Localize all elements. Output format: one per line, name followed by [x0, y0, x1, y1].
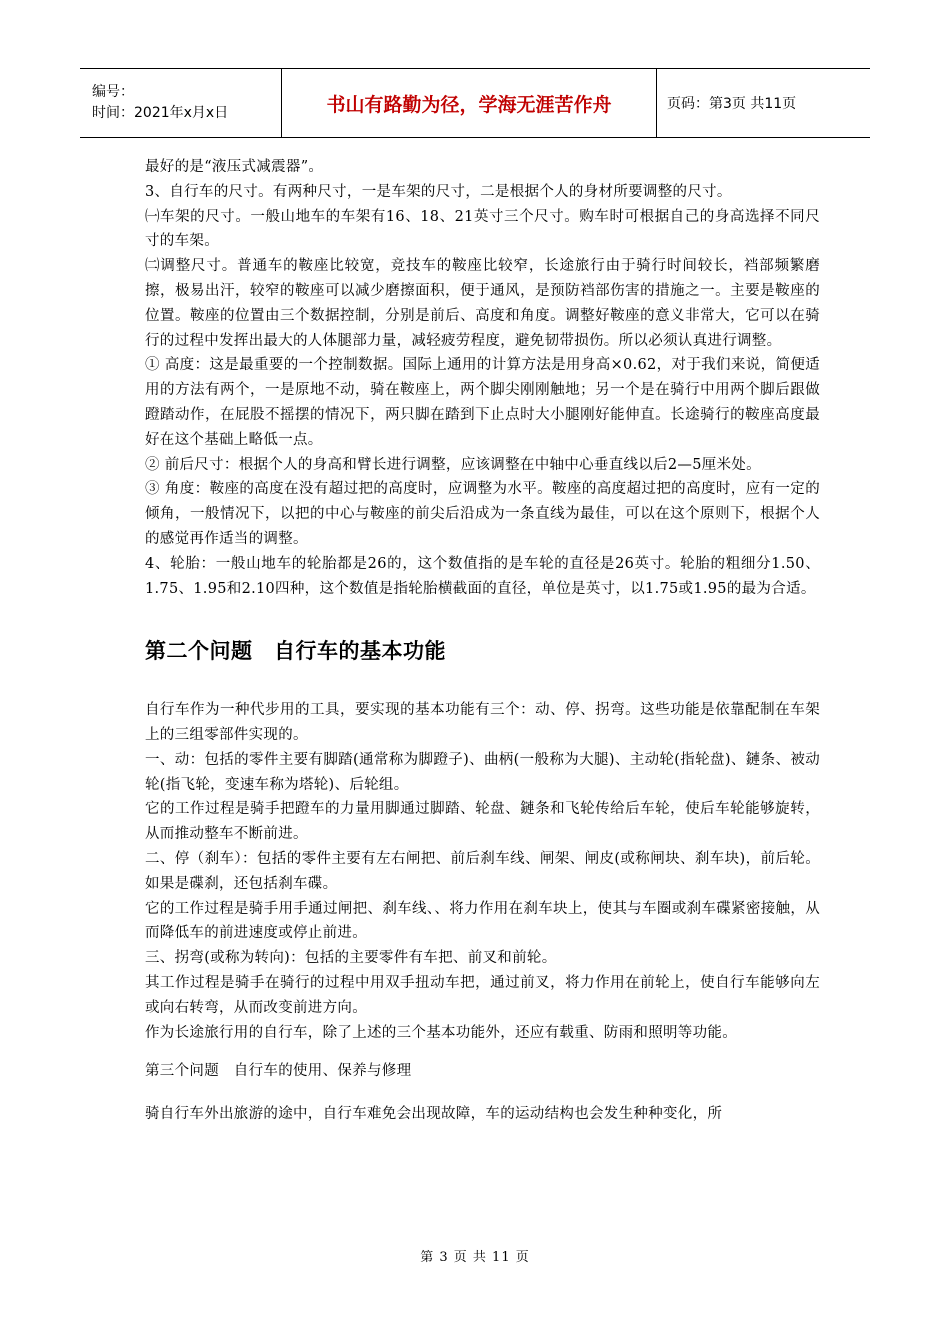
paragraph: ② 前后尺寸：根据个人的身高和臂长进行调整，应该调整在中轴中心垂直线以后2—5厘米处。 — [145, 456, 761, 473]
paragraph: 4、轮胎：一般山地车的轮胎都是26的，这个数值指的是车轮的直径是26英寸。轮胎的粗细分1.50、1.75、1.95和2.10四种，这个数值是指轮胎横截面的直径，单位是英寸，以1.75或1.95的最为合适。 — [145, 555, 820, 597]
document-body — [145, 155, 820, 1127]
paragraph: 最好的是“液压式减震器”。 — [145, 159, 324, 175]
paragraph: 它的工作过程是骑手把蹬车的力量用脚通过脚踏、轮盘、鏈条和飞轮传给后车轮，使后车轮能够旋转，从而推动整车不断前进。 — [145, 801, 820, 843]
header-motto: 书山有路勤为径，学海无涯苦作舟 — [326, 93, 612, 116]
page-footer: 第 3 页 共 11 页 — [420, 1250, 530, 1265]
paragraph: 一、动：包括的零件主要有脚踏(通常称为脚蹬子)、曲柄(一般称为大腿)、主动轮(指轮盘)、鏈条、被动轮(指飞轮，变速车称为塔轮)、后轮组。 — [145, 751, 820, 793]
paragraph: ㈡调整尺寸。普通车的鞍座比较宽，竞技车的鞍座比较窄，长途旅行由于骑行时间较长，裆部频繁磨擦，极易出汗，较窄的鞍座可以减少磨擦面积，便于通风，是预防裆部伤害的措施之一。主要是鞍座的位置。鞍座的位置由三个数据控制，分别是前后、高度和角度。调整好鞍座的意义非常大，它可以在骑行的过程中发挥出最大的人体腿部力量，减轻疲劳程度，避免韧带损伤。所以必须认真进行调整。 — [145, 258, 820, 349]
paragraph: 骑自行车外出旅游的途中，自行车难免会出现故障，车的运动结构也会发生种种变化，所 — [145, 1106, 723, 1123]
paragraph: 作为长途旅行用的自行车，除了上述的三个基本功能外，还应有载重、防雨和照明等功能。 — [145, 1024, 737, 1041]
paragraph: ① 高度：这是最重要的一个控制数据。国际上通用的计算方法是用身高×0.62，对于我们来说，简便适用的方法有两个，一是原地不动，骑在鞍座上，两个脚尖刚刚触地；另一个是在骑行中用两个脚后跟做蹬踏动作，在屁股不摇摆的情况下，两只脚在踏到下止点时大小腿刚好能伸直。长途骑行的鞍座高度最好在这个基础上略低一点。 — [145, 357, 820, 448]
document-date-label: 时间：2021年x月x日 — [92, 105, 229, 121]
header-left-cell — [80, 69, 282, 137]
paragraph: ㈠车架的尺寸。一般山地车的车架有16、18、21英寸三个尺寸。购车时可根据自己的身高选择不同尺寸的车架。 — [145, 208, 820, 250]
document-number-label: 编号： — [92, 84, 134, 100]
page-header — [80, 68, 870, 138]
paragraph: 3、自行车的尺寸。有两种尺寸，一是车架的尺寸，二是根据个人的身材所要调整的尺寸。 — [145, 183, 732, 200]
paragraph: 它的工作过程是骑手用手通过闸把、刹车线、、将力作用在刹车块上，使其与车圈或刹车碟紧密接触，从而降低车的前进速度或停止前进。 — [145, 900, 820, 942]
header-page-info: 页码：第3页 共11页 — [667, 96, 797, 112]
paragraph: ③ 角度：鞍座的高度在没有超过把的高度时，应调整为水平。鞍座的高度超过把的高度时，应有一定的倾角，一般情况下，以把的中心与鞍座的前尖后沿成为一条直线为最佳，可以在这个原则下，根据个人的感觉再作适当的调整。 — [145, 481, 820, 547]
section-heading: 第二个问题 自行车的基本功能 — [145, 639, 446, 664]
paragraph: 三、拐弯(或称为转向)：包括的主要零件有车把、前叉和前轮。 — [145, 950, 557, 967]
paragraph: 其工作过程是骑手在骑行的过程中用双手扭动车把，通过前叉，将力作用在前轮上，使自行车能够向左或向右转弯，从而改变前进方向。 — [145, 974, 820, 1016]
header-right-cell — [657, 69, 870, 137]
header-motto-cell — [282, 69, 657, 137]
section-subheading: 第三个问题 自行车的使用、保养与修理 — [145, 1063, 412, 1080]
paragraph: 二、停（刹车）：包括的零件主要有左右闸把、前后刹车线、闸架、闸皮(或称闸块、刹车块)，前后轮。如果是碟刹，还包括刹车碟。 — [145, 850, 820, 892]
paragraph: 自行车作为一种代步用的工具，要实现的基本功能有三个：动、停、拐弯。这些功能是依靠配制在车架上的三组零部件实现的。 — [145, 702, 820, 743]
